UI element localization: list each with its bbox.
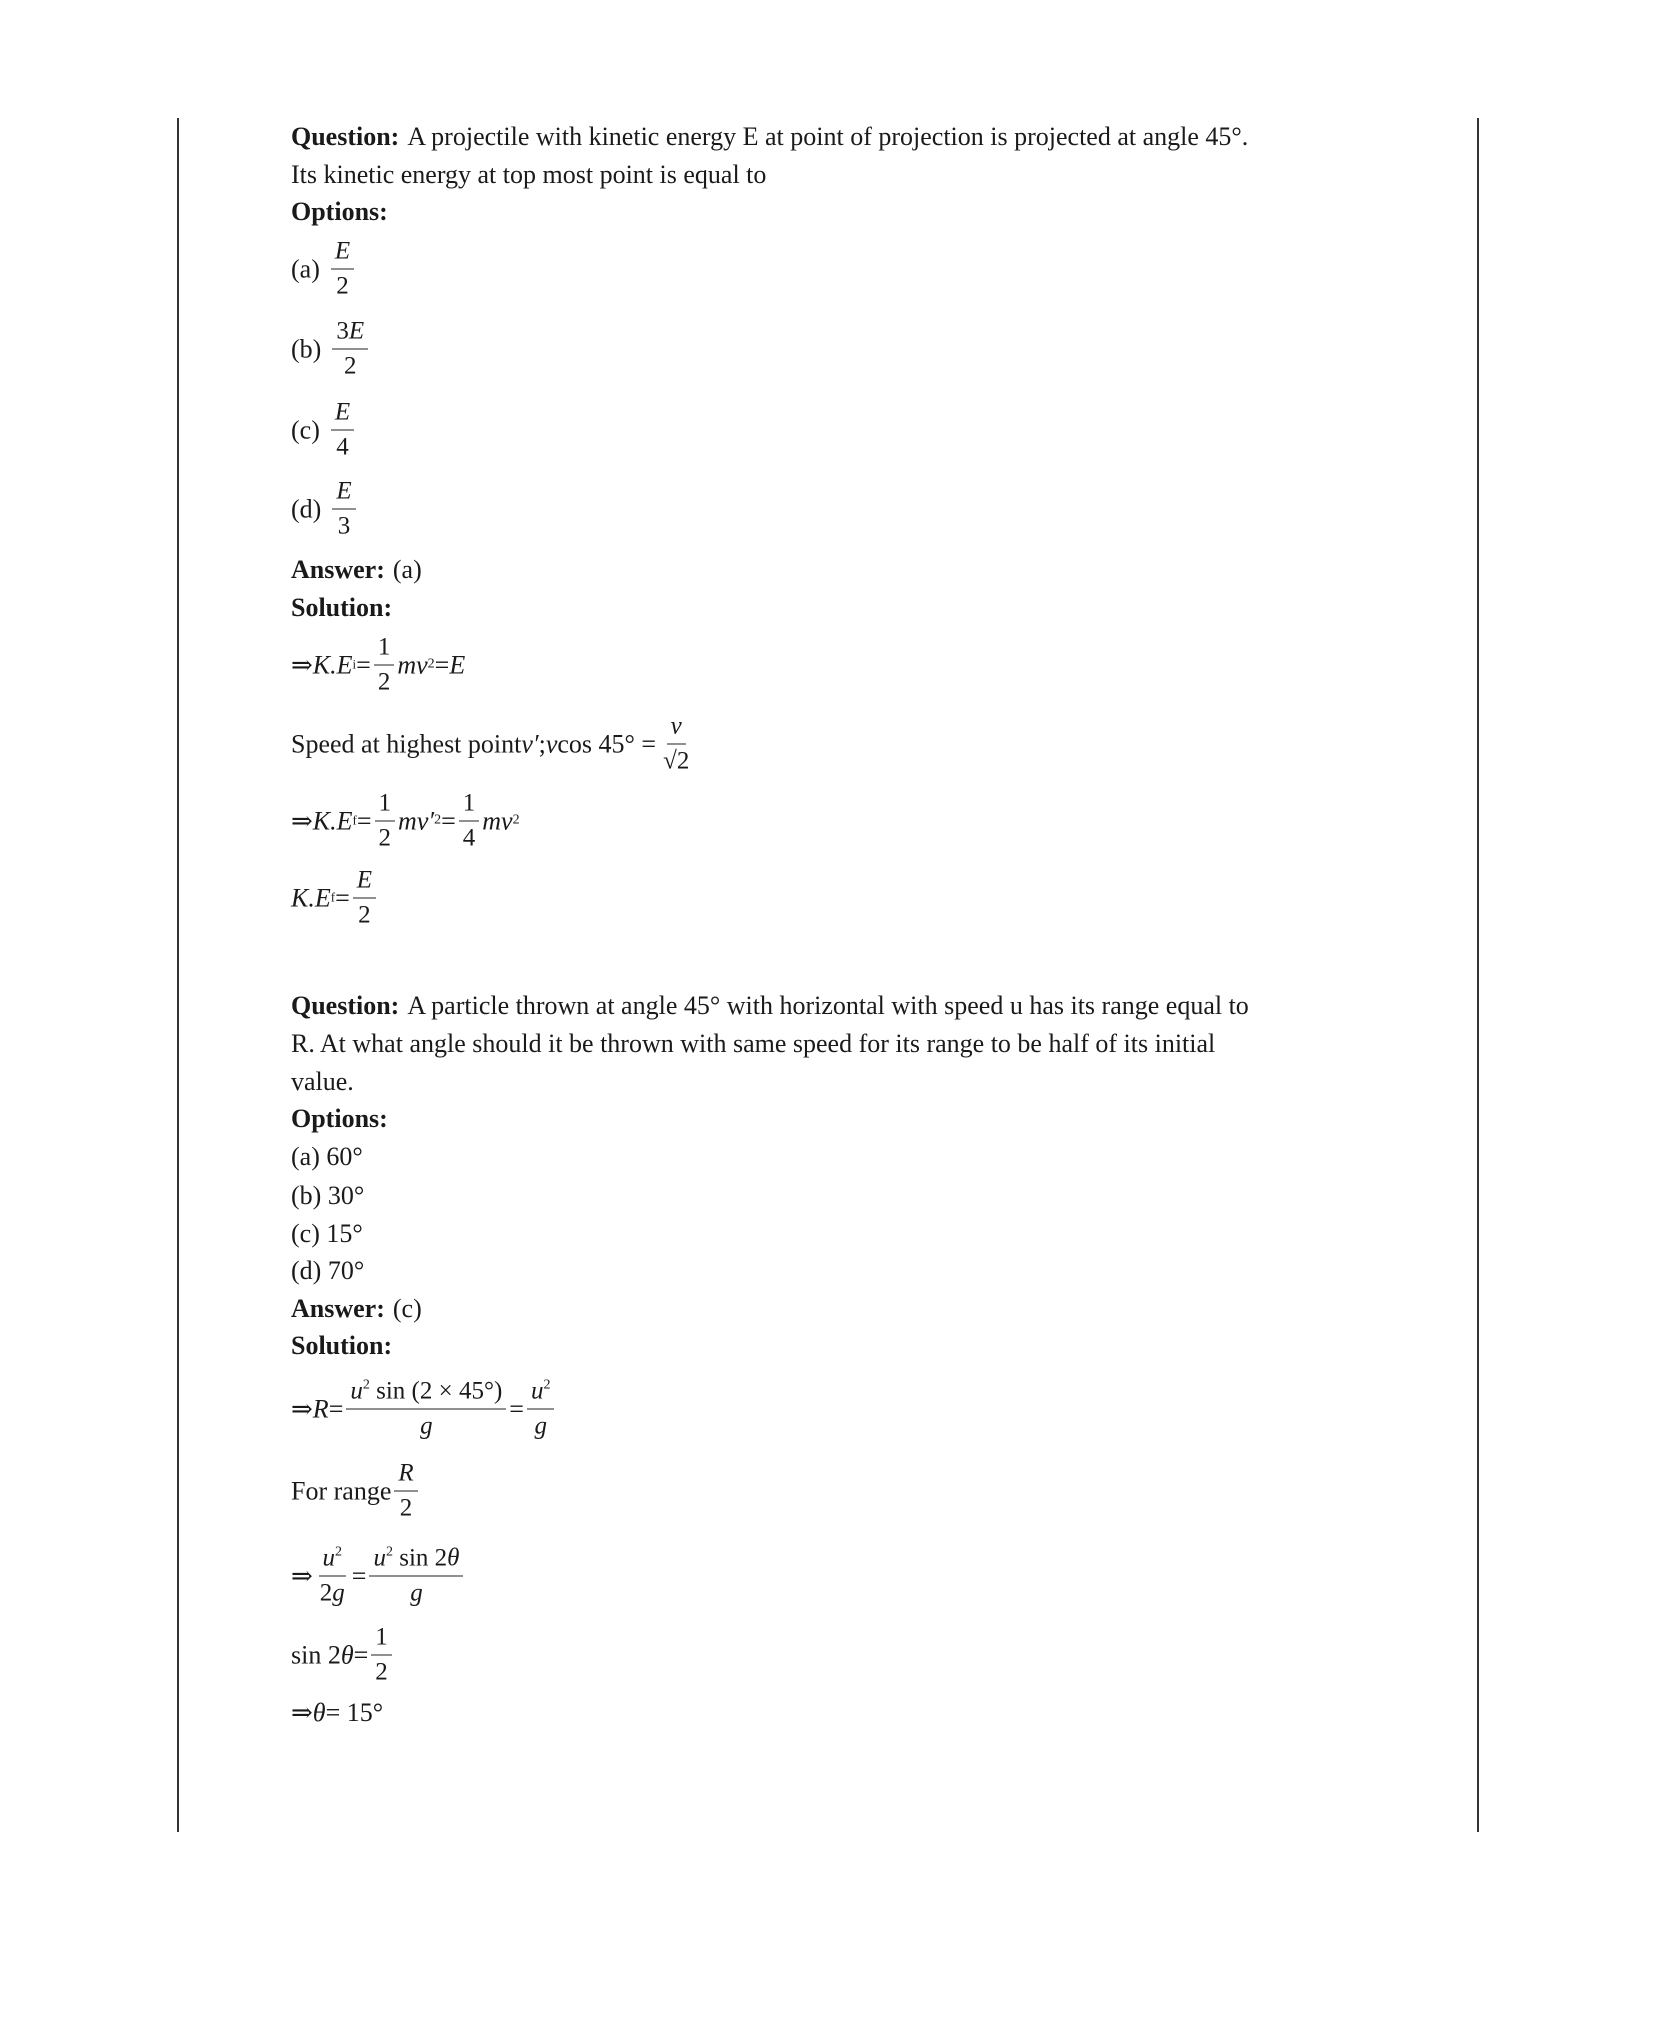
math-variable: u	[350, 1377, 363, 1405]
math-text: 3	[337, 512, 351, 540]
fraction	[332, 317, 368, 382]
option-label: (a)	[291, 1142, 320, 1172]
math-variable: R	[398, 1459, 414, 1487]
math-text: 2	[378, 824, 392, 852]
math-text: Speed at highest point	[291, 729, 522, 759]
fraction-numerator	[332, 477, 355, 510]
math-variable: E	[334, 398, 351, 426]
math-text: 4	[462, 824, 476, 852]
math-superscript: 2	[362, 1377, 370, 1393]
fraction	[394, 1459, 417, 1524]
fraction-denominator	[334, 510, 355, 542]
option-math	[328, 398, 357, 463]
q2-question-label: Question:	[291, 991, 400, 1021]
fraction-denominator	[354, 899, 375, 931]
math-variable: E	[334, 237, 351, 265]
fraction-denominator	[416, 1410, 437, 1442]
math-text: ⇒	[291, 1394, 313, 1424]
math-variable: v′	[521, 729, 539, 759]
math-variable: mv	[397, 650, 428, 680]
q2-option-b	[291, 1181, 364, 1211]
fraction	[346, 1377, 506, 1442]
math-text: =	[509, 1394, 524, 1424]
q2-solution-step	[291, 1623, 395, 1688]
option-text: 30°	[327, 1181, 365, 1211]
answer-value: (c)	[392, 1294, 422, 1324]
option-label: (c)	[291, 1219, 320, 1249]
math-variable: g	[534, 1412, 547, 1440]
fraction-denominator	[374, 666, 395, 698]
q1-solution-step	[291, 633, 465, 698]
option-label: (d)	[291, 494, 322, 524]
math-text: ;	[538, 729, 546, 759]
math-text: 1	[377, 633, 391, 661]
math-text: sin 2	[291, 1640, 341, 1670]
right-margin-line	[1477, 118, 1479, 1832]
option-label: (b)	[291, 334, 322, 364]
fraction	[332, 477, 355, 542]
fraction-numerator	[331, 398, 354, 431]
math-variable: g	[332, 1579, 345, 1607]
math-text: =	[328, 1394, 344, 1424]
math-subscript: f	[352, 812, 357, 828]
q1-answer	[291, 555, 422, 585]
q2-solution-step	[291, 1377, 557, 1442]
math-text: 1	[462, 789, 476, 817]
math-variable: E	[348, 317, 365, 345]
math-superscript: 2	[385, 1544, 393, 1560]
q1-solution-step	[291, 789, 520, 854]
fraction	[331, 237, 354, 302]
q1-solution-step	[291, 712, 696, 777]
math-superscript: 2	[335, 1544, 343, 1560]
math-variable: E	[336, 477, 352, 505]
q2-question-text: A particle thrown at angle 45° with horizontal with speed u has its range equal to	[407, 991, 1249, 1021]
option-text: 15°	[326, 1219, 363, 1249]
fraction-denominator	[332, 270, 353, 302]
fraction-numerator	[527, 1377, 555, 1410]
math-superscript: 2	[543, 1377, 551, 1393]
math-superscript: 2	[512, 812, 520, 828]
fraction-denominator	[340, 350, 361, 382]
math-variable: v	[670, 712, 682, 740]
fraction-denominator	[406, 1577, 427, 1609]
q1-question-text: A projectile with kinetic energy E at point of projection is projected at angle 45°.	[407, 122, 1249, 152]
option-text: 70°	[327, 1256, 365, 1286]
fraction-numerator	[353, 866, 376, 899]
math-text: 2	[375, 1658, 388, 1686]
fraction-denominator	[659, 745, 693, 777]
fraction-numerator	[371, 1623, 392, 1656]
math-text: sin 2	[392, 1544, 448, 1572]
math-variable: θ	[340, 1640, 354, 1670]
fraction-denominator	[396, 1492, 417, 1524]
math-text: 2	[319, 1579, 333, 1607]
fraction	[369, 1544, 463, 1609]
math-text: 3	[336, 317, 349, 345]
q2-option-a	[291, 1142, 363, 1172]
q1-option-b	[291, 317, 371, 382]
math-subscript: f	[330, 889, 336, 905]
fraction	[459, 789, 480, 854]
q2-option-c	[291, 1219, 363, 1249]
math-text: sin (2 × 45°)	[369, 1377, 503, 1405]
answer-label: Answer:	[291, 555, 385, 585]
fraction	[316, 1544, 349, 1609]
math-text: 4	[336, 433, 349, 461]
q2-answer	[291, 1294, 422, 1324]
math-text: =	[434, 650, 450, 680]
math-text: For range	[291, 1476, 392, 1506]
fraction	[353, 866, 376, 931]
fraction-denominator	[459, 822, 480, 854]
option-label: (c)	[291, 415, 320, 445]
fraction-numerator	[667, 712, 686, 745]
math-text: cos 45° =	[557, 729, 657, 759]
fraction	[331, 398, 354, 463]
math-variable: mv	[482, 806, 513, 836]
fraction-denominator	[316, 1577, 349, 1609]
fraction-numerator	[331, 237, 354, 270]
fraction-numerator	[375, 789, 396, 822]
fraction	[371, 1623, 392, 1688]
q2-question-line3: value.	[291, 1067, 354, 1097]
fraction-numerator	[459, 789, 480, 822]
fraction-numerator	[369, 1544, 463, 1577]
fraction-denominator	[332, 431, 353, 463]
fraction-numerator	[332, 317, 368, 350]
math-superscript: 2	[427, 656, 435, 672]
fraction	[527, 1377, 555, 1442]
math-text: 1	[375, 1623, 388, 1651]
fraction	[659, 712, 693, 777]
answer-value: (a)	[392, 555, 422, 585]
q1-option-d	[291, 477, 359, 542]
fraction-numerator	[346, 1377, 506, 1410]
q1-question-line2: Its kinetic energy at top most point is equal to	[291, 160, 767, 190]
math-variable: u	[373, 1544, 386, 1572]
math-variable: u	[322, 1544, 336, 1572]
math-text: =	[335, 883, 350, 913]
fraction	[374, 633, 395, 698]
fraction-numerator	[394, 1459, 417, 1492]
math-variable: θ	[312, 1698, 326, 1728]
q1-solution-label: Solution:	[291, 593, 393, 623]
math-variable: mv′	[398, 806, 435, 836]
math-variable: v	[545, 729, 558, 759]
fraction-denominator	[375, 822, 396, 854]
math-variable: E	[356, 866, 373, 894]
option-label: (d)	[291, 1256, 322, 1286]
math-text: √2	[663, 747, 690, 775]
math-text: 2	[377, 668, 391, 696]
math-text: 2	[336, 272, 349, 300]
option-math	[329, 317, 371, 382]
math-text: 2	[399, 1494, 413, 1522]
q1-solution-step	[291, 866, 379, 931]
option-label: (a)	[291, 254, 320, 284]
math-text: =	[441, 806, 456, 836]
q2-question-line2: R. At what angle should it be thrown with same speed for its range to be half of its initial	[291, 1029, 1216, 1059]
math-text: =	[356, 650, 371, 680]
math-superscript: 2	[434, 812, 442, 828]
fraction-numerator	[374, 633, 395, 666]
math-variable: K.E	[291, 883, 331, 913]
q1-question-line1	[291, 122, 1248, 152]
q1-options-label: Options:	[291, 197, 388, 227]
math-text: ⇒	[291, 650, 313, 680]
math-variable: R	[312, 1394, 329, 1424]
math-variable: g	[410, 1579, 423, 1607]
math-text: ⇒	[291, 1698, 313, 1728]
q2-options-label: Options:	[291, 1104, 388, 1134]
math-text: 1	[378, 789, 392, 817]
q2-question-line1	[291, 991, 1249, 1021]
q1-question-label: Question:	[291, 122, 400, 152]
q2-solution-label: Solution:	[291, 1331, 393, 1361]
math-variable: θ	[447, 1544, 460, 1572]
q2-solution-step	[291, 1544, 466, 1609]
math-subscript: i	[352, 656, 357, 672]
option-text: 60°	[326, 1142, 363, 1172]
math-variable: E	[449, 650, 466, 680]
math-text: 2	[343, 352, 357, 380]
option-label: (b)	[291, 1181, 322, 1211]
q2-solution-step	[291, 1459, 421, 1524]
option-math	[329, 477, 358, 542]
q2-solution-step	[291, 1698, 383, 1728]
math-text: 2	[358, 901, 371, 929]
fraction-denominator	[530, 1410, 551, 1442]
math-text: ⇒	[291, 1561, 313, 1591]
left-margin-line	[177, 118, 179, 1832]
fraction-denominator	[371, 1656, 392, 1688]
math-variable: g	[420, 1412, 433, 1440]
math-text: =	[356, 806, 372, 836]
option-math	[328, 237, 357, 302]
fraction-numerator	[319, 1544, 347, 1577]
fraction	[375, 789, 396, 854]
math-text: =	[351, 1561, 367, 1591]
math-variable: K.E	[312, 650, 353, 680]
math-text: ⇒	[291, 806, 313, 836]
answer-label: Answer:	[291, 1294, 385, 1324]
q2-option-d	[291, 1256, 364, 1286]
q1-option-c	[291, 398, 357, 463]
math-variable: u	[530, 1377, 544, 1405]
math-text: =	[353, 1640, 369, 1670]
math-text: = 15°	[325, 1698, 384, 1728]
q1-option-a	[291, 237, 357, 302]
math-variable: K.E	[312, 806, 353, 836]
